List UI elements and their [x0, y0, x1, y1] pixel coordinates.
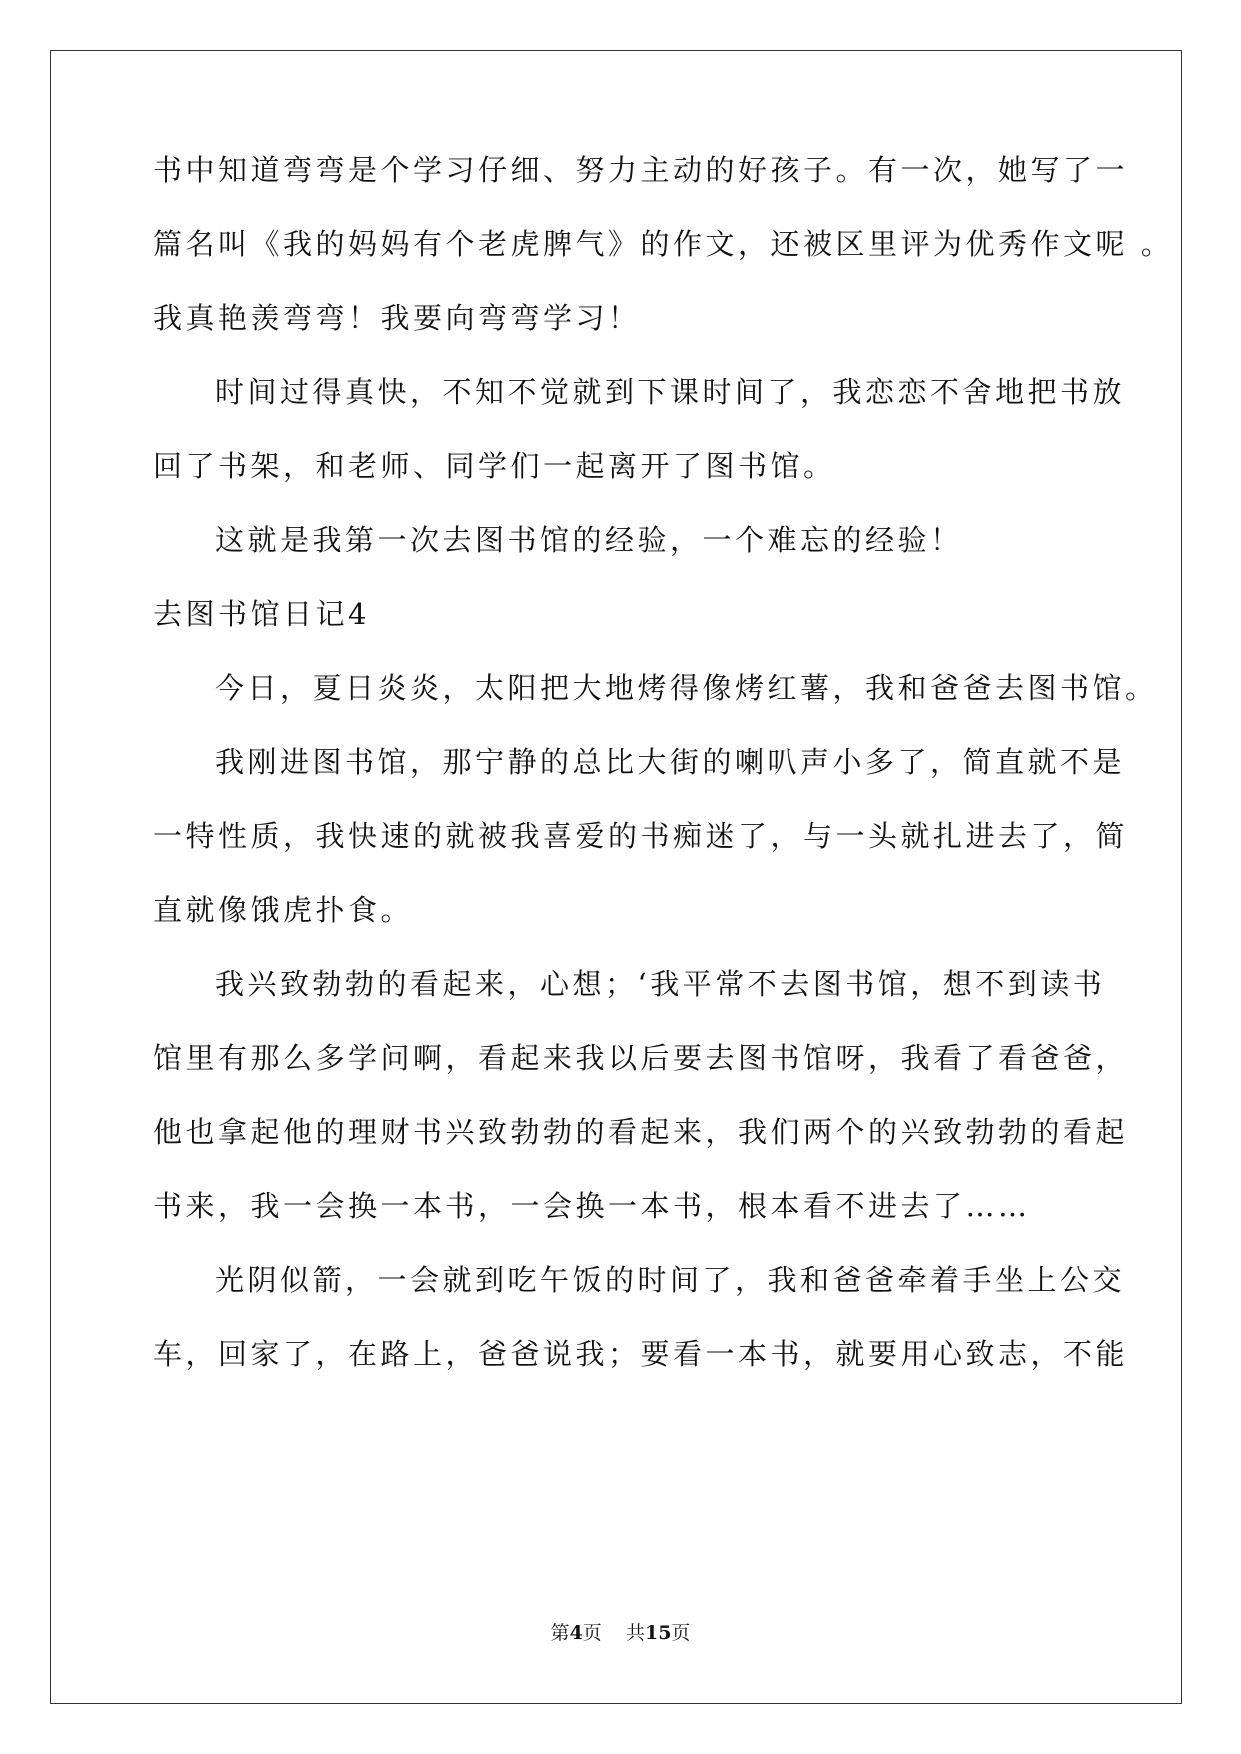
section-heading: 去图书馆日记4: [153, 597, 370, 631]
text-line: 我真艳羡弯弯！我要向弯弯学习！: [153, 301, 641, 335]
footer-middle: 页 共: [582, 1622, 645, 1644]
paragraph-start: 今日，夏日炎炎，太阳把大地烤得像烤红薯，我和爸爸去图书馆。: [215, 671, 1158, 705]
paragraph-start: 这就是我第一次去图书馆的经验，一个难忘的经验！: [215, 523, 963, 557]
footer-suffix: 页: [671, 1622, 691, 1644]
text-line: 馆里有那么多学问啊，看起来我以后要去图书馆呀，我看了看爸爸，: [153, 1041, 1129, 1075]
paragraph-start: 我兴致勃勃的看起来，心想；‘我平常不去图书馆，想不到读书: [215, 967, 1106, 1001]
text-line: 书来，我一会换一本书，一会换一本书，根本看不进去了……: [153, 1189, 1031, 1223]
current-page-number: 4: [569, 1622, 583, 1644]
paragraph-start: 我刚进图书馆，那宁静的总比大街的喇叭声小多了，简直就不是: [215, 745, 1126, 779]
text-line: 篇名叫《我的妈妈有个老虎脾气》的作文，还被区里评为优秀作文呢 。: [153, 227, 1174, 261]
total-pages-number: 15: [644, 1622, 672, 1644]
text-line: 回了书架，和老师、同学们一起离开了图书馆。: [153, 449, 836, 483]
text-line: 车，回家了，在路上，爸爸说我；要看一本书，就要用心致志，不能: [153, 1337, 1129, 1371]
text-line: 直就像饿虎扑食。: [153, 893, 414, 927]
footer-prefix: 第: [550, 1622, 570, 1644]
text-line: 一特性质，我快速的就被我喜爱的书痴迷了，与一头就扎进去了，简: [153, 819, 1129, 853]
text-line: 他也拿起他的理财书兴致勃勃的看起来，我们两个的兴致勃勃的看起: [153, 1115, 1129, 1149]
paragraph-start: 时间过得真快，不知不觉就到下课时间了，我恋恋不舍地把书放: [215, 375, 1126, 409]
page-footer: [0, 1618, 1241, 1645]
text-line: 书中知道弯弯是个学习仔细、努力主动的好孩子。有一次，她写了一: [153, 153, 1129, 187]
page-border: [50, 50, 1182, 1704]
paragraph-start: 光阴似箭，一会就到吃午饭的时间了，我和爸爸牵着手坐上公交: [215, 1263, 1126, 1297]
